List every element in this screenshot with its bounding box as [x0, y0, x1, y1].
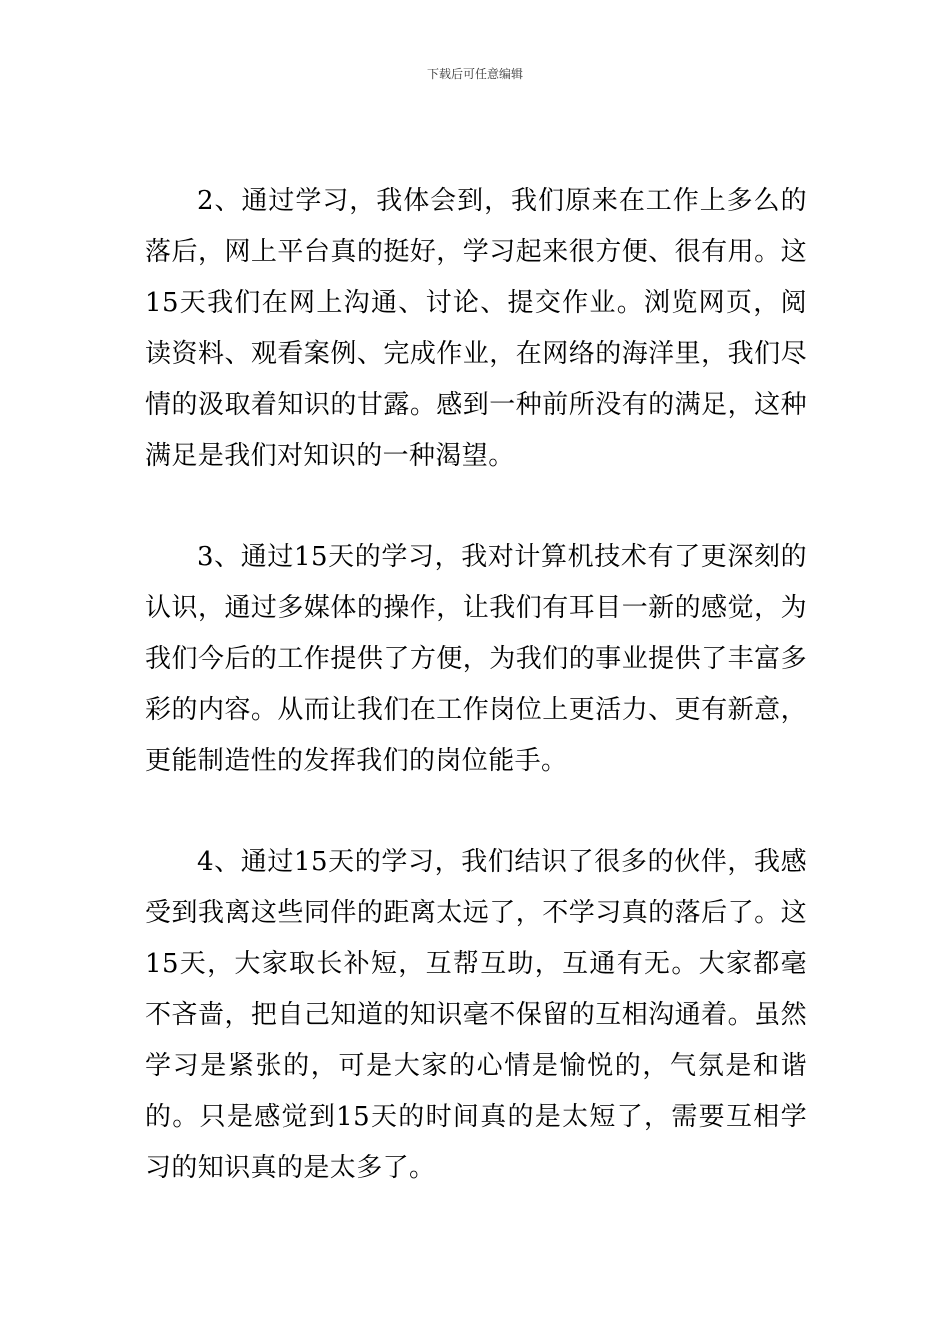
- paragraph-2: 2、通过学习，我体会到，我们原来在工作上多么的落后，网上平台真的挺好，学习起来很方便、很有用。这15天我们在网上沟通、讨论、提交作业。浏览网页，阅读资料、观看案例、完成作业，在网络的海洋里，我们尽情的汲取着知识的甘露。感到一种前所没有的满足，这种满足是我们对知识的一种渴望。: [145, 186, 807, 471]
- paragraph-3: 3、通过15天的学习，我对计算机技术有了更深刻的认识，通过多媒体的操作，让我们有耳目一新的感觉，为我们今后的工作提供了方便，为我们的事业提供了丰富多彩的内容。从而让我们在工作岗位上更活力、更有新意，更能制造性的发挥我们的岗位能手。: [145, 542, 807, 776]
- paragraph-4: 4、通过15天的学习，我们结识了很多的伙伴，我感受到我离这些同伴的距离太远了，不学习真的落后了。这15天，大家取长补短，互帮互助，互通有无。大家都毫不吝啬，把自己知道的知识毫不保留的互相沟通着。虽然学习是紧张的，可是大家的心情是愉悦的，气氛是和谐的。只是感觉到15天的时间真的是太短了，需要互相学习的知识真的是太多了。: [145, 847, 807, 1183]
- header-note: 下载后可任意编辑: [426, 67, 523, 81]
- document-body: [145, 176, 807, 1194]
